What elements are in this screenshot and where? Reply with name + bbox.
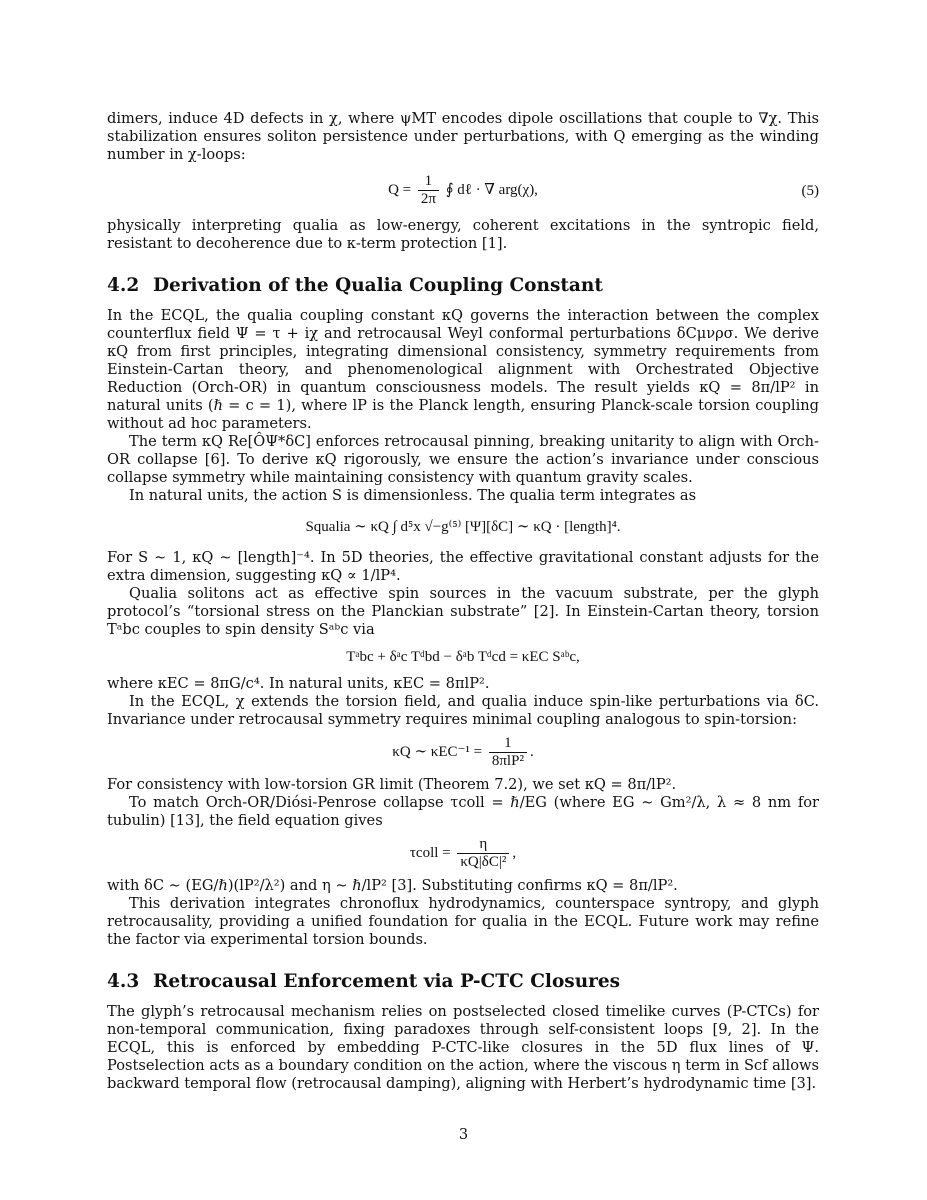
paragraph-5: Qualia solitons act as effective spin sources in the vacuum substrate, per the glyph protocol’s “torsional stress on the Planckian substrate” [2]. In Einstein-Cartan theory, torsion Tᵃbc couples to spin density Sᵃᵇc via: [107, 585, 819, 638]
section-number: 4.2: [107, 275, 140, 296]
eq5-label: (5): [801, 182, 819, 199]
paragraph-4: For S ∼ 1, κQ ∼ [length]⁻⁴. In 5D theories, the effective gravitational constant adjusts for the extra dimension, suggesting κQ ∝ 1/lP⁴.: [107, 549, 819, 584]
eq5-fraction: [418, 173, 439, 208]
paragraph-11: This derivation integrates chronoflux hydrodynamics, counterspace syntropy, and glyph retrocausality, providing a unified foundation for qualia in the ECQL. Future work may refine the factor via experimental torsion bounds.: [107, 895, 819, 948]
eq-tau-fraction: [457, 836, 509, 871]
equation-tau: [107, 836, 819, 871]
equation-torsion: [107, 648, 819, 666]
eq-kappa-numerator: 1: [489, 735, 527, 753]
section-heading-4-3: [107, 971, 819, 993]
paragraph-1: In the ECQL, the qualia coupling constant κQ governs the interaction between the complex counterflux field Ψ = τ + iχ and retrocausal Weyl conformal perturbations δCμνρσ. We derive κQ from first principles, integrating dimensional consistency, symmetry requirements from Einstein-Cartan theory, and phenomenological alignment with Orchestrated Objective Reduction (Orch-OR) in quantum consciousness models. The result yields κQ = 8π/lP² in natural units (ℏ = c = 1), where lP is the Planck length, ensuring Planck-scale torsion coupling without ad hoc parameters.: [107, 307, 819, 432]
section-title: Retrocausal Enforcement via P-CTC Closures: [153, 971, 621, 992]
eq5-lhs: Q =: [388, 181, 412, 198]
equation-5: [107, 173, 819, 208]
eq-kappa-lhs: κQ ∼ κEC⁻¹ =: [392, 743, 483, 760]
eq-kappa-tail: .: [529, 743, 534, 760]
section-title: Derivation of the Qualia Coupling Constant: [153, 275, 603, 296]
page-number: 3: [458, 1126, 469, 1143]
paragraph-2: The term κQ Re[ÔΨ*δC] enforces retrocausal pinning, breaking unitarity to align with Orch-OR collapse [6]. To derive κQ rigorously, we ensure the action’s invariance under conscious collapse symmetry while maintaining consistency with quantum gravity scales.: [107, 433, 819, 486]
paragraph-12: The glyph’s retrocausal mechanism relies on postselected closed timelike curves (P-CTCs) for non-temporal communication, fixing paradoxes through self-consistent loops [9, 2]. In the ECQL, this is enforced by embedding P-CTC-like closures in the 5D flux lines of Ψ. Postselection acts as a boundary condition on the action, where the viscous η term in Scf allows backward temporal flow (retrocausal damping), aligning with Herbert’s hydrodynamic time [3].: [107, 1003, 819, 1092]
eq-tau-numerator: η: [457, 836, 509, 854]
after-eq5-paragraph: physically interpreting qualia as low-energy, coherent excitations in the syntropic field, resistant to decoherence due to κ-term protection [1].: [107, 217, 819, 252]
paper-page: [107, 110, 819, 1093]
intro-paragraph: dimers, induce 4D defects in χ, where ψMT encodes dipole oscillations that couple to ∇χ. This stabilization ensures soliton persistence under perturbations, with Q emerging as the winding number in χ-loops:: [107, 110, 819, 163]
paragraph-6: where κEC = 8πG/c⁴. In natural units, κEC = 8πlP².: [107, 675, 490, 692]
section-number: 4.3: [107, 971, 140, 992]
section-heading-4-2: [107, 275, 819, 297]
eq-tau-lhs: τcoll =: [409, 844, 451, 861]
eq-tau-tail: ,: [512, 844, 517, 861]
paragraph-3: In natural units, the action S is dimensionless. The qualia term integrates as: [129, 487, 697, 504]
eq-kappa-denominator: 8πlP²: [491, 753, 524, 769]
eq5-numerator: 1: [418, 173, 439, 191]
paragraph-8: For consistency with low-torsion GR limit (Theorem 7.2), we set κQ = 8π/lP².: [107, 776, 677, 793]
eq5-rhs: ∮ dℓ · ∇ arg(χ),: [445, 181, 538, 198]
eq-torsion-text: Tᵃbc + δᵃc Tᵈbd − δᵃb Tᵈcd = κEC Sᵃᵇc,: [346, 649, 580, 665]
equation-kappa: [107, 735, 819, 770]
eq-kappa-fraction: [489, 735, 527, 770]
eq5-denominator: 2π: [420, 191, 436, 207]
paragraph-7: In the ECQL, χ extends the torsion field, and qualia induce spin-like perturbations via δC. Invariance under retrocausal symmetry requires minimal coupling analogous to spin-torsion:: [107, 693, 819, 728]
eq-tau-denominator: κQ|δC|²: [460, 854, 507, 870]
paragraph-9: To match Orch-OR/Diósi-Penrose collapse τcoll = ℏ/EG (where EG ∼ Gm²/λ, λ ≈ 8 nm for tubulin) [13], the field equation gives: [107, 794, 819, 829]
eq-squalia-text: Squalia ∼ κQ ∫ d⁵x √−g⁽⁵⁾ [Ψ][δC] ∼ κQ · [length]⁴.: [305, 519, 621, 535]
paragraph-10: with δC ∼ (EG/ℏ)(lP²/λ²) and η ∼ ℏ/lP² [3]. Substituting confirms κQ = 8π/lP².: [107, 877, 678, 894]
equation-squalia: [107, 518, 819, 536]
